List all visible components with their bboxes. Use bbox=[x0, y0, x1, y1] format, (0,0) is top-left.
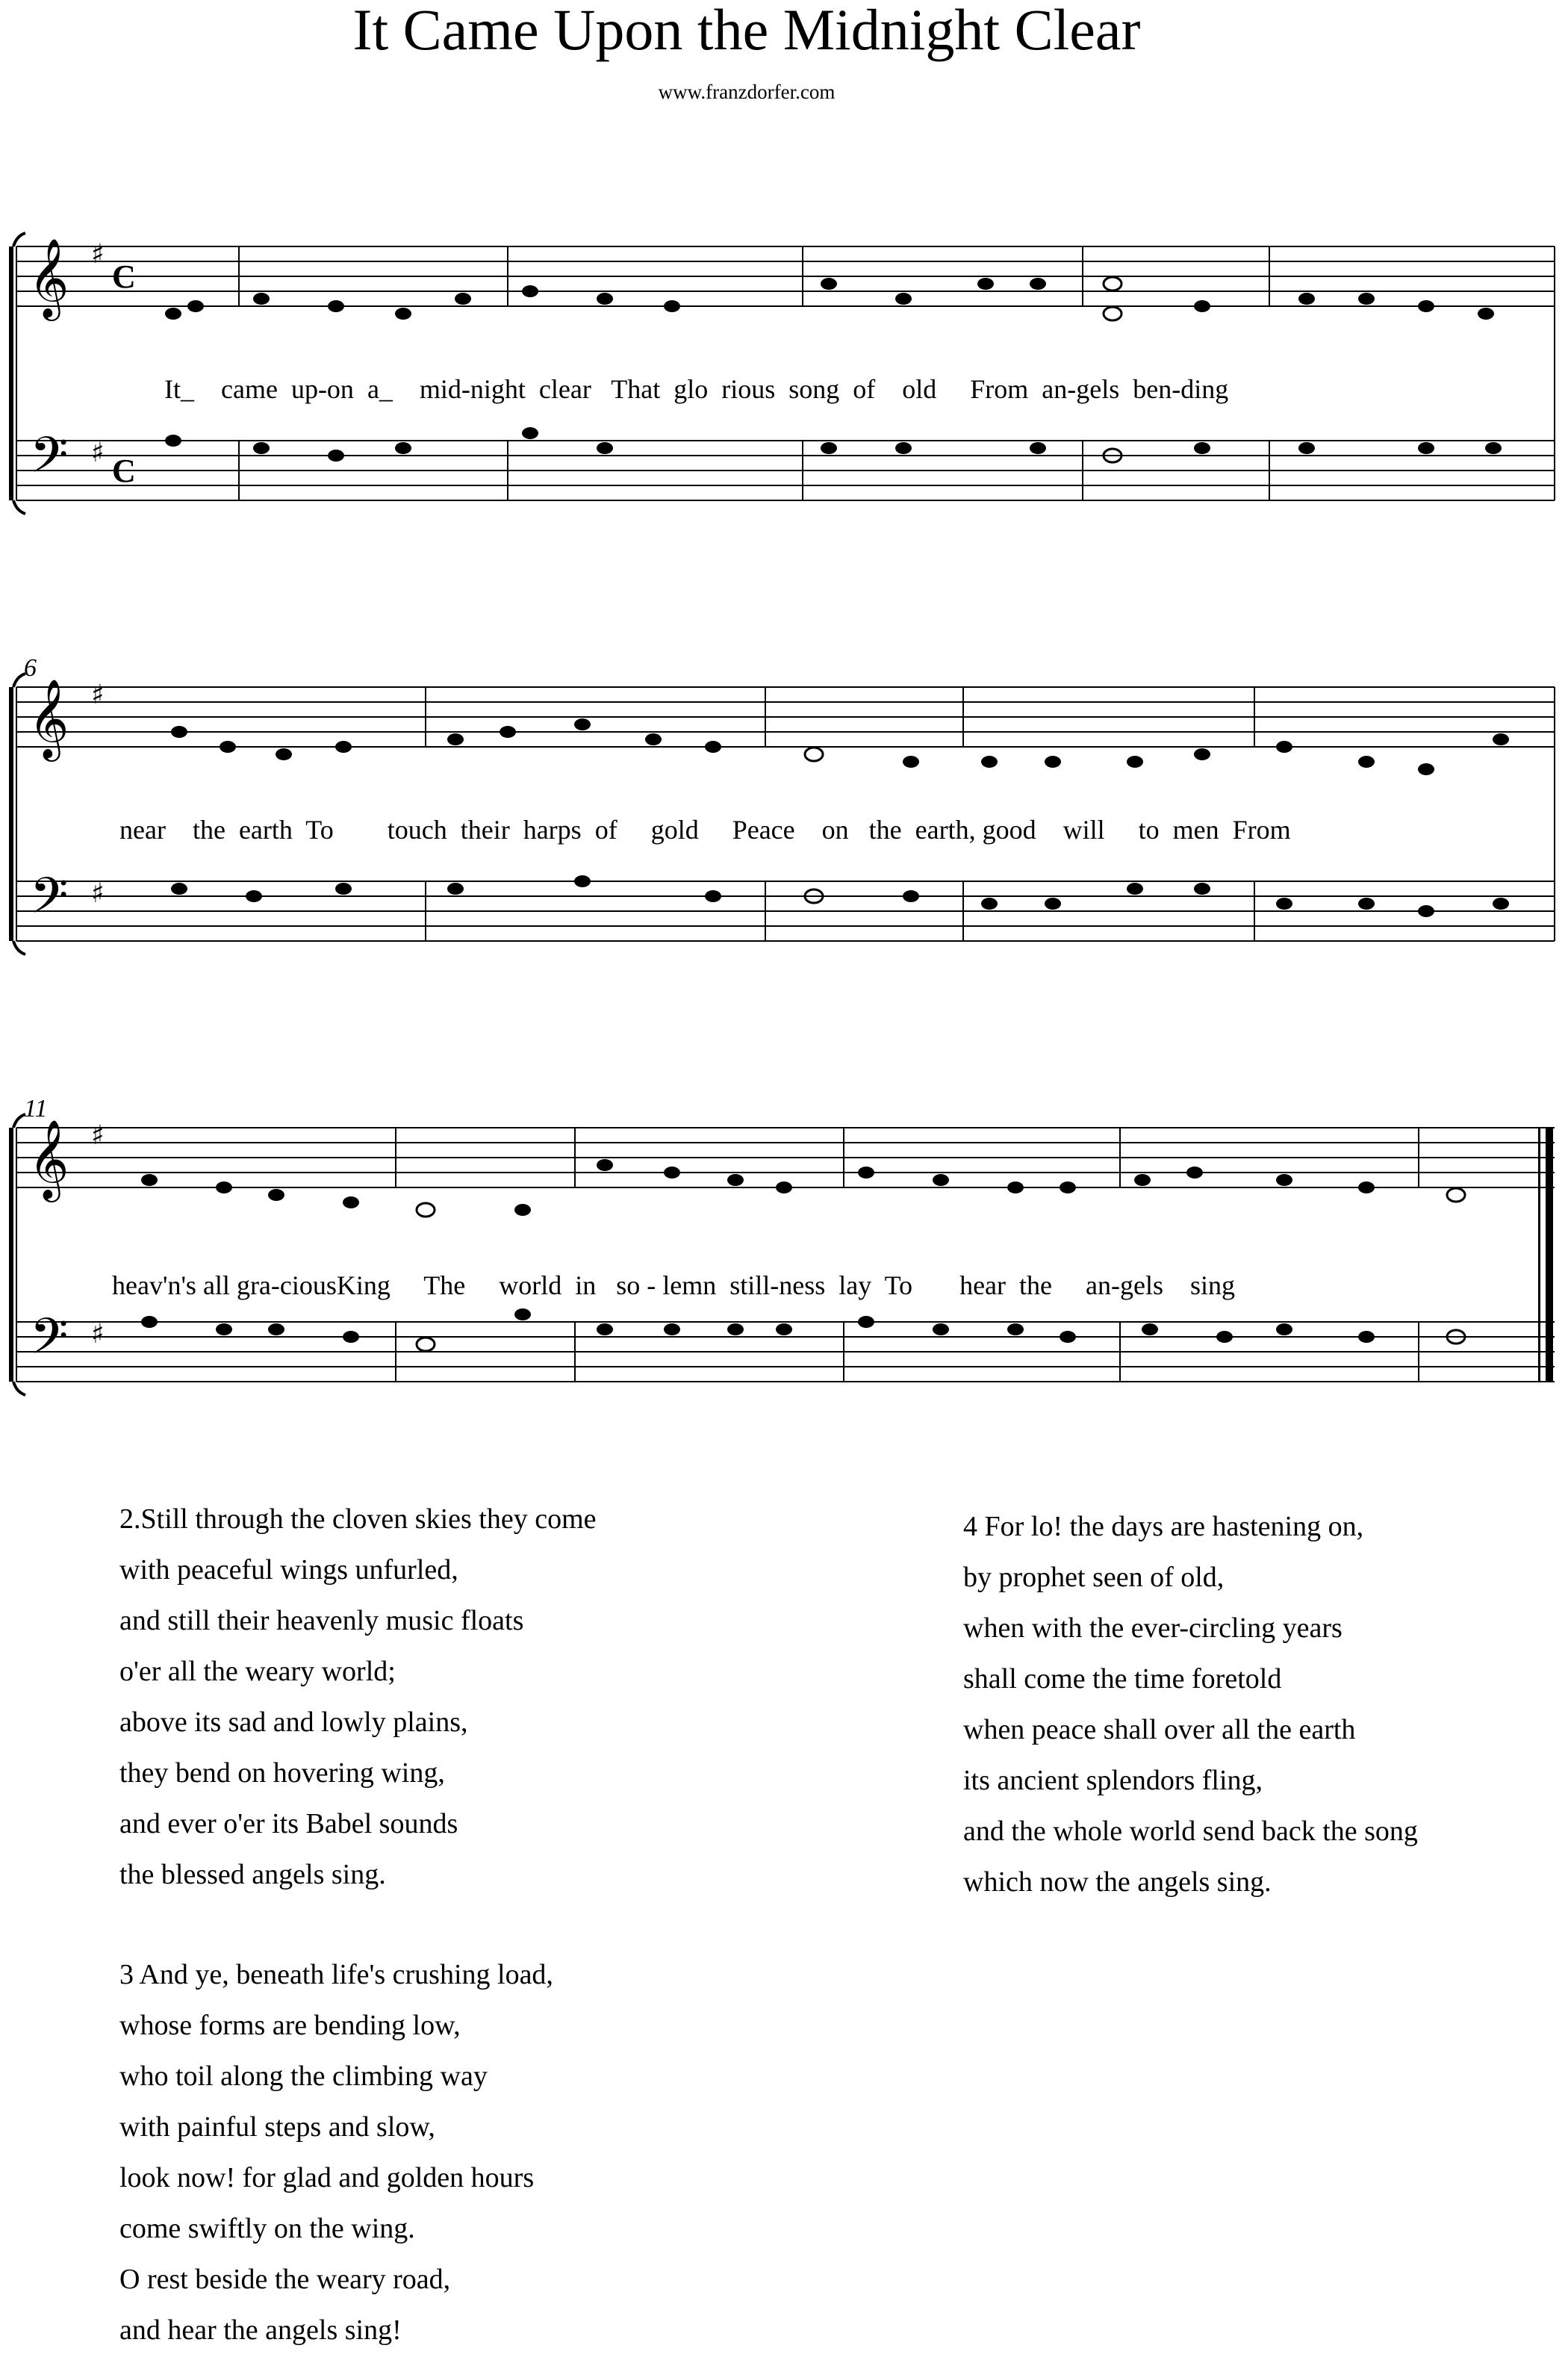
lyric: the bbox=[192, 815, 225, 845]
svg-text:♯: ♯ bbox=[91, 438, 105, 468]
verse-line: who toil along the climbing way bbox=[119, 2061, 488, 2092]
svg-text:C: C bbox=[112, 453, 136, 489]
svg-text:♯: ♯ bbox=[91, 1120, 105, 1151]
lyric: an-gels bbox=[1086, 1270, 1163, 1300]
lyric: hear bbox=[959, 1270, 1007, 1300]
lyric: That bbox=[611, 374, 661, 404]
website-url: www.franzdorfer.com bbox=[658, 81, 836, 103]
lyric: the bbox=[868, 815, 902, 845]
lyric: in bbox=[575, 1270, 597, 1300]
svg-text:𝄞: 𝄞 bbox=[28, 237, 69, 317]
verse-line: with painful steps and slow, bbox=[119, 2111, 435, 2143]
verse-line: the blessed angels sing. bbox=[119, 1859, 386, 1890]
lyric: good bbox=[982, 815, 1036, 845]
lyric: sing bbox=[1189, 1270, 1235, 1300]
verse-line: and hear the angels sing! bbox=[119, 2314, 402, 2346]
verse-line: when peace shall over all the earth bbox=[963, 1714, 1356, 1745]
lyric: King bbox=[336, 1270, 391, 1300]
lyric: to bbox=[1138, 815, 1160, 845]
verse-line: and still their heavenly music floats bbox=[119, 1605, 524, 1636]
lyric: mid-night bbox=[419, 374, 526, 404]
svg-text:♯: ♯ bbox=[91, 878, 105, 909]
measure-number: 11 bbox=[24, 1095, 48, 1122]
verse-4 bbox=[963, 1501, 1418, 1907]
verse-line: and the whole world send back the song bbox=[963, 1816, 1418, 1847]
verse-line: 4 For lo! the days are hastening on, bbox=[963, 1511, 1364, 1542]
verse-line: o'er all the weary world; bbox=[119, 1656, 396, 1687]
svg-text:𝄢: 𝄢 bbox=[30, 426, 69, 496]
svg-text:♯: ♯ bbox=[91, 239, 105, 270]
lyric: up-on bbox=[290, 374, 354, 404]
verse-3 bbox=[119, 1949, 553, 2356]
verse-line: above its sad and lowly plains, bbox=[119, 1707, 468, 1738]
lyric: gold bbox=[650, 815, 699, 845]
verse-line: come swiftly on the wing. bbox=[119, 2213, 415, 2244]
lyric: ness bbox=[779, 1270, 826, 1300]
lyric: earth, bbox=[915, 815, 976, 845]
svg-text:𝄢: 𝄢 bbox=[30, 1308, 69, 1377]
lyric: ben-ding bbox=[1133, 374, 1229, 404]
verse-line: and ever o'er its Babel sounds bbox=[119, 1808, 458, 1839]
lyric: gra-cious bbox=[236, 1270, 337, 1300]
lyric: men bbox=[1172, 815, 1219, 845]
svg-text:♯: ♯ bbox=[91, 680, 105, 710]
page-title: It Came Upon the Midnight Clear bbox=[352, 0, 1141, 62]
lyric: glo bbox=[673, 374, 709, 404]
verse-line: its ancient splendors fling, bbox=[963, 1765, 1263, 1796]
notes-system-1 bbox=[165, 277, 1502, 462]
lyric: To bbox=[305, 815, 334, 845]
lyric: It_ bbox=[164, 374, 194, 404]
lyric: heav'n's bbox=[112, 1270, 196, 1300]
verse-line: with peaceful wings unfurled, bbox=[119, 1554, 458, 1586]
svg-text:C: C bbox=[112, 258, 136, 295]
lyric: their bbox=[460, 815, 510, 845]
verse-line: they bend on hovering wing, bbox=[119, 1757, 445, 1789]
lyric: the bbox=[1019, 1270, 1052, 1300]
lyric: harps bbox=[523, 815, 582, 845]
lyric: will bbox=[1063, 815, 1105, 845]
lyric: From bbox=[970, 374, 1029, 404]
verse-line: when with the ever-circling years bbox=[963, 1612, 1343, 1644]
svg-text:𝄞: 𝄞 bbox=[28, 678, 69, 758]
lyric: near bbox=[119, 815, 166, 845]
lyric: world bbox=[499, 1270, 562, 1300]
verse-line: by prophet seen of old, bbox=[963, 1562, 1225, 1593]
verse-line: whose forms are bending low, bbox=[119, 2010, 461, 2041]
lyric-line-1 bbox=[164, 373, 1228, 405]
lyric: a_ bbox=[367, 374, 393, 404]
lyric: From bbox=[1232, 815, 1291, 845]
lyric: came bbox=[221, 374, 278, 404]
verse-2 bbox=[119, 1494, 597, 1900]
lyric: of bbox=[594, 815, 617, 845]
measure-number: 6 bbox=[24, 654, 37, 682]
svg-text:♯: ♯ bbox=[91, 1319, 105, 1350]
lyric-line-2 bbox=[119, 814, 1291, 845]
verse-line: 3 And ye, beneath life's crushing load, bbox=[119, 1959, 553, 1990]
lyric: still- bbox=[729, 1270, 780, 1300]
verse-line: shall come the time foretold bbox=[963, 1663, 1282, 1695]
verse-line: which now the angels sing. bbox=[963, 1866, 1272, 1898]
lyric: on bbox=[821, 815, 849, 845]
lyric: song bbox=[788, 374, 840, 404]
verse-line: look now! for glad and golden hours bbox=[119, 2162, 535, 2193]
verse-line: O rest beside the weary road, bbox=[119, 2264, 451, 2295]
verse-line: 2.Still through the cloven skies they come bbox=[119, 1503, 597, 1535]
lyric: lay bbox=[839, 1270, 872, 1300]
lyric: of bbox=[853, 374, 876, 404]
lyric: rious bbox=[721, 374, 776, 404]
lyric: clear bbox=[538, 374, 591, 404]
lyric-line-3 bbox=[112, 1270, 1235, 1301]
lyric: The bbox=[423, 1270, 466, 1300]
lyric: old bbox=[902, 374, 937, 404]
lyric: Peace bbox=[732, 815, 795, 845]
lyric: all bbox=[202, 1270, 230, 1300]
svg-text:𝄞: 𝄞 bbox=[28, 1119, 69, 1199]
svg-text:𝄢: 𝄢 bbox=[30, 867, 69, 937]
lyric: lemn bbox=[662, 1270, 717, 1300]
lyric: To bbox=[884, 1270, 913, 1300]
lyric: an-gels bbox=[1042, 374, 1120, 404]
lyric: touch bbox=[387, 815, 447, 845]
lyric: so - bbox=[616, 1270, 656, 1300]
lyric: earth bbox=[238, 815, 293, 845]
